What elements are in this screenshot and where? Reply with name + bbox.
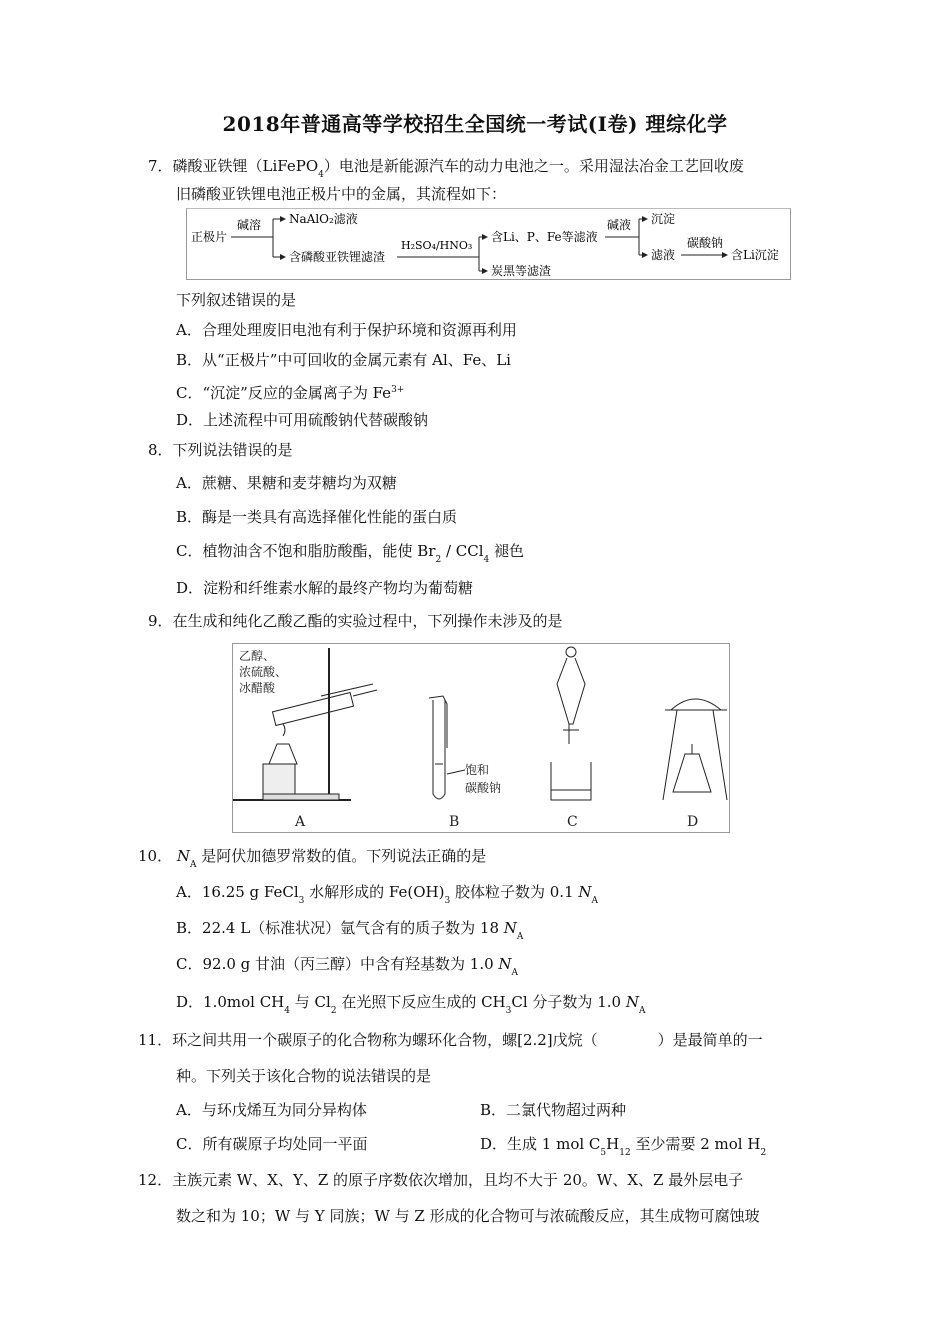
q11-option-b: B．二氯代物超过两种 [480,1101,627,1119]
flow-filtrate: 滤液 [651,248,676,262]
q10-d-1: D．1.0mol CH [176,993,285,1011]
page-title: 2018年普通高等学校招生全国统一考试(I卷) 理综化学 [222,112,728,136]
flow-mid1: 含磷酸亚铁锂滤渣 [289,250,386,264]
q8-option-c [176,541,524,570]
flow-step1: 碱溶 [237,218,262,232]
label-c: C [567,814,578,830]
q8-c-1: C．植物油含不饱和脂肪酸酯，能使 Br [176,542,436,560]
q7-option-d: D．上述流程中可用硫酸钠代替碳酸钠 [176,411,429,429]
q11-d-s3: 2 [760,1148,767,1158]
q10-a-2: 水解形成的 Fe(OH) [304,883,445,901]
q8-number: 8． [148,441,173,459]
q7-sub: 4 [318,170,324,180]
q8-option-d: D．淀粉和纤维素水解的最终产物均为葡萄糖 [176,579,474,597]
q10-option-c [176,954,518,983]
flow-mid2: 含Li、P、Fe等滤液 [491,230,598,244]
q10-d-na: N [625,993,639,1011]
q8-c-sub1: 2 [435,555,442,565]
flow-reagent: H₂SO₄/HNO₃ [401,239,473,252]
q10-a-na-sub: A [591,896,599,906]
label-a3: 冰醋酸 [239,681,276,695]
q10-na: N [176,847,190,865]
q10-d-2: 与 Cl [290,993,331,1011]
q7-number: 7． [148,157,173,175]
q9-stem-text: 在生成和纯化乙酸乙酯的实验过程中，下列操作未涉及的是 [172,612,563,630]
q9-number: 9． [148,612,173,630]
flow-out2: 沉淀 [651,212,676,226]
q11-d-1: D．生成 1 mol C [480,1135,601,1153]
q10-a-1: A．16.25 g FeCl [176,883,299,901]
q9-stem [148,611,563,631]
q10-b-na-sub: A [516,932,524,942]
q11-line1 [138,1030,763,1050]
q8-option-b: B．酶是一类具有高选择催化性能的蛋白质 [176,508,458,526]
q7-line1 [148,156,744,185]
q10-option-b [176,918,523,947]
q7-text-b: ）电池是新能源汽车的动力电池之一。采用湿法冶金工艺回收废 [323,157,744,175]
flow-step2: 碱液 [607,218,632,232]
label-a2: 浓硫酸、 [239,665,288,679]
q7-option-a: A．合理处理废旧电池有利于保护环境和资源再利用 [176,321,517,339]
q10-d-s3: 3 [505,1006,512,1016]
q10-d-na-sub: A [638,1006,646,1016]
q10-option-d [176,992,645,1021]
q11-option-d [480,1134,766,1163]
q10-d-3: 在光照下反应生成的 CH [336,993,506,1011]
q10-b-na: N [503,919,517,937]
q11-d-3: 至少需要 2 mol H [630,1135,761,1153]
apparatus-b [429,696,501,799]
q11-number: 11． [138,1031,173,1049]
flow-waste: 炭黑等滤渣 [491,264,552,278]
q10-stem [138,846,486,875]
q7-flowchart [186,208,791,280]
label-b1: 饱和 [465,763,490,777]
q12-number: 12． [138,1171,173,1189]
q10-a-s1: 3 [298,896,305,906]
q10-a-3: 胶体粒子数为 0.1 [450,883,579,901]
q7-option-c [176,380,404,403]
flow-start: 正极片 [191,230,228,244]
flow-out1: NaAlO₂滤液 [289,212,358,226]
q7-option-c-sup: 3+ [391,385,405,395]
q10-option-a [176,882,598,911]
label-d: D [687,814,699,830]
label-a: A [295,814,306,830]
q11-line2: 种。下列关于该化合物的说法错误的是 [176,1067,432,1085]
q12-line2: 数之和为 10；W 与 Y 同族；W 与 Z 形成的化合物可与浓硫酸反应，其生成物可腐蚀玻 [176,1207,760,1225]
q11-d-2: H [606,1135,620,1153]
q10-na-sub: A [190,860,197,870]
q11-line1-b: ）是最简单的一 [657,1031,763,1049]
q10-c-na-sub: A [511,968,519,978]
q12-line1 [138,1170,743,1190]
q12-line1-text: 主族元素 W、X、Y、Z 的原子序数依次增加，且均不大于 20。W、X、Z 最外层电子 [172,1171,744,1189]
q10-b-1: B．22.4 L（标准状况）氩气含有的质子数为 18 [176,919,504,937]
apparatus-a [233,648,377,800]
q10-a-s2: 3 [444,896,451,906]
q11-option-c: C．所有碳原子均处同一平面 [176,1135,368,1153]
q10-c-1: C．92.0 g 甘油（丙三醇）中含有羟基数为 1.0 [176,955,499,973]
flow-reagent2: 碳酸钠 [687,236,724,250]
q7-option-b: B．从“正极片”中可回收的金属元素有 Al、Fe、Li [176,351,511,369]
q10-number: 10． [138,847,173,865]
q11-d-s1: 5 [600,1148,607,1158]
q11-option-a: A．与环戊烯互为同分异构体 [176,1101,367,1119]
q7-text: 磷酸亚铁锂（LiFePO [172,157,319,175]
flow-final: 含Li沉淀 [731,248,779,262]
q10-a-na: N [578,883,592,901]
apparatus-d [663,699,727,800]
apparatus-c [551,647,591,800]
q10-d-4: Cl 分子数为 1.0 [511,993,626,1011]
q7-stem: 下列叙述错误的是 [176,291,297,309]
q8-stem [148,440,293,460]
q7-line2: 旧磷酸亚铁锂电池正极片中的金属，其流程如下： [176,185,507,203]
q8-c-2: / CCl [441,542,484,560]
q10-d-s1: 4 [284,1006,290,1016]
q8-option-a: A．蔗糖、果糖和麦芽糖均为双糖 [176,474,397,492]
q8-c-3: 褪色 [489,542,525,560]
q11-d-s2: 12 [619,1148,631,1158]
q8-stem-text: 下列说法错误的是 [172,441,293,459]
q10-d-s2: 2 [330,1006,337,1016]
label-a1: 乙醇、 [239,649,276,663]
q9-apparatus-figure [232,643,730,833]
q11-line1-a: 环之间共用一个碳原子的化合物称为螺环化合物，螺[2.2]戊烷（ [172,1031,598,1049]
q10-c-na: N [498,955,512,973]
q7-option-c-text: C．“沉淀”反应的金属离子为 Fe [176,384,392,402]
label-b2: 碳酸钠 [465,781,502,795]
q8-c-sub2: 4 [483,555,490,565]
q10-stem-text: 是阿伏加德罗常数的值。下列说法正确的是 [196,847,487,865]
label-b: B [449,814,460,830]
